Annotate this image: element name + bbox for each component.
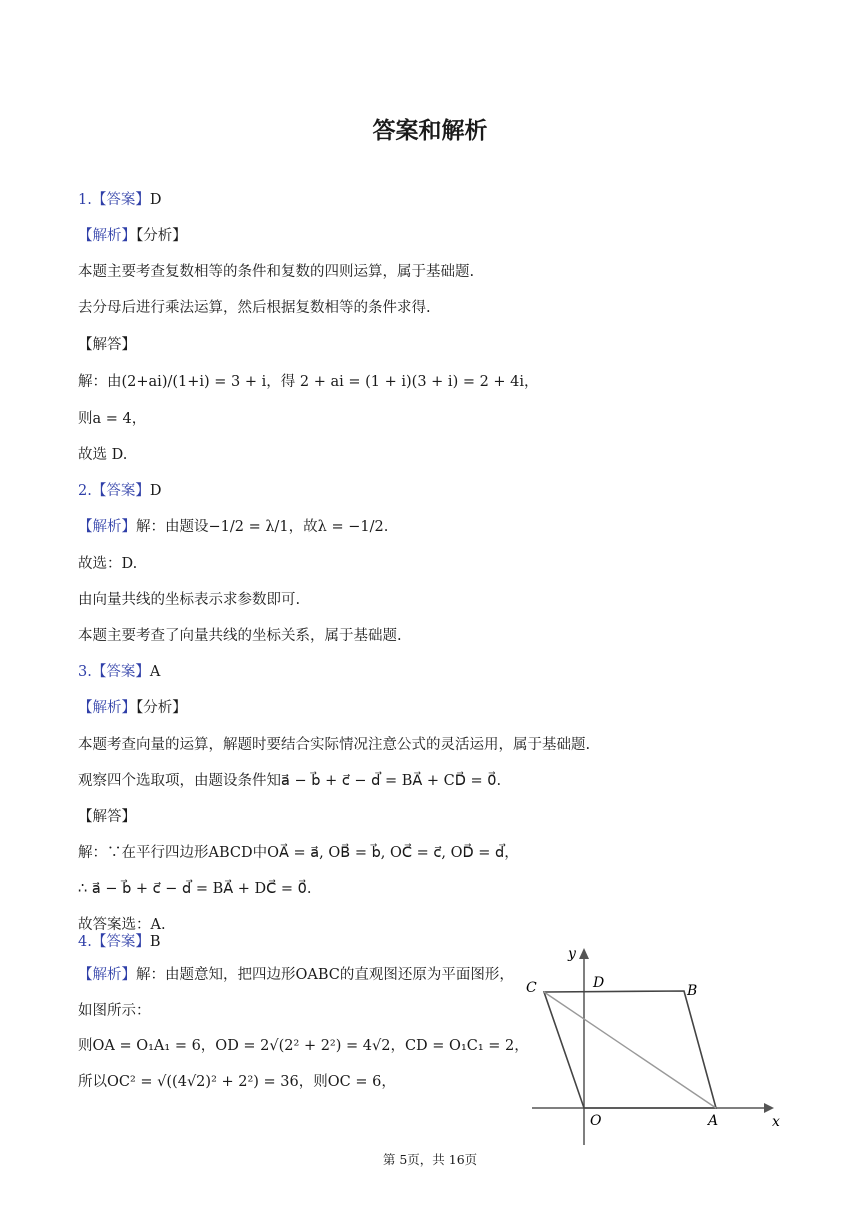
- text-line: [78, 965, 514, 985]
- text-line: [78, 517, 388, 537]
- diagonal-ca: [544, 992, 716, 1108]
- line-text: 本题主要考查复数相等的条件和复数的四则运算，属于基础题.: [78, 264, 475, 280]
- line-text: 解：∵在平行四边形ABCD中OA⃗ = a⃗, OB⃗ = b⃗, OC⃗ = c⃗, OD⃗ = d⃗，: [78, 845, 519, 861]
- text-line: [78, 807, 136, 827]
- label-b: B: [687, 983, 698, 999]
- line-text: 解：由题意知，把四边形OABC的直观图还原为平面图形，: [136, 967, 514, 983]
- text-line: [78, 445, 127, 465]
- line-text: 观察四个选取项，由题设条件知a⃗ − b⃗ + c⃗ − d⃗ = BA⃗ + CD⃗ = 0⃗.: [78, 773, 502, 789]
- question-number: 2.: [78, 483, 92, 499]
- text-line: [78, 1036, 529, 1056]
- line-text: 解：由题设−1/2 = λ/1，故λ = −1/2.: [136, 519, 389, 535]
- line-text: 所以OC² = √((4√2)² + 2²) = 36，则OC = 6，: [78, 1074, 396, 1090]
- line-text: A: [149, 664, 161, 680]
- text-line: [78, 409, 146, 429]
- question-number: 3.: [78, 664, 92, 680]
- label-a: A: [708, 1113, 719, 1129]
- label-c: C: [526, 980, 537, 996]
- text-line: [78, 698, 187, 718]
- section-tag: 【解析】: [78, 519, 136, 535]
- line-text: 则a = 4，: [78, 411, 147, 427]
- text-line: [78, 262, 474, 282]
- text-line: [78, 626, 402, 646]
- y-axis-arrow: [579, 948, 589, 959]
- text-line: [78, 590, 300, 610]
- text-line: [78, 226, 187, 246]
- line-text: 【分析】: [136, 700, 187, 716]
- text-line: [78, 190, 161, 210]
- page-footer: 第 5页，共 16页: [382, 1152, 478, 1167]
- line-text: 【解答】: [78, 337, 136, 353]
- line-text: 故选：D.: [78, 556, 138, 572]
- question-number: 4.: [78, 934, 92, 950]
- text-line: [78, 298, 431, 318]
- line-text: 本题主要考查了向量共线的坐标关系，属于基础题.: [78, 628, 402, 644]
- section-tag: 【解析】: [78, 700, 136, 716]
- text-line: [78, 554, 137, 574]
- line-text: 去分母后进行乘法运算，然后根据复数相等的条件求得.: [78, 300, 431, 316]
- line-text: B: [149, 934, 161, 950]
- line-text: 解：由(2+ai)/(1+i) = 3 + i，得 2 + ai = (1 + i)(3 + i) = 2 + 4i，: [78, 374, 539, 390]
- label-o: O: [590, 1113, 602, 1129]
- page-title: 答案和解析: [372, 118, 488, 144]
- line-text: 如图所示：: [78, 1003, 151, 1019]
- line-text: 【解答】: [78, 809, 136, 825]
- label-y: y: [568, 946, 576, 962]
- section-tag: 【答案】: [91, 192, 150, 208]
- label-x: x: [772, 1114, 780, 1130]
- text-line: [78, 771, 501, 791]
- text-line: [78, 879, 311, 899]
- text-line: [78, 1072, 396, 1092]
- label-d: D: [593, 975, 605, 991]
- line-text: D: [149, 483, 162, 499]
- line-text: ∴ a⃗ − b⃗ + c⃗ − d⃗ = BA⃗ + DC⃗ = 0⃗.: [78, 881, 312, 897]
- line-text: 【分析】: [136, 228, 187, 244]
- section-tag: 【解析】: [78, 228, 136, 244]
- section-tag: 【答案】: [91, 664, 150, 680]
- line-text: 则OA = O₁A₁ = 6，OD = 2√(2² + 2²) = 4√2，CD = O₁C₁ = 2，: [78, 1038, 529, 1054]
- question-number: 1.: [78, 192, 92, 208]
- section-tag: 【答案】: [91, 483, 150, 499]
- line-text: 故答案选：A.: [78, 917, 166, 933]
- line-text: 故选 D.: [78, 447, 128, 463]
- parallelogram-figure: [522, 940, 792, 1150]
- text-line: [78, 735, 590, 755]
- text-line: [78, 372, 539, 392]
- text-line: [78, 335, 136, 355]
- x-axis-arrow: [764, 1103, 774, 1113]
- line-text: D: [149, 192, 162, 208]
- text-line: [78, 662, 160, 682]
- section-tag: 【答案】: [91, 934, 150, 950]
- line-text: 本题考查向量的运算，解题时要结合实际情况注意公式的灵活运用，属于基础题.: [78, 737, 591, 753]
- text-line: [78, 843, 519, 863]
- text-line: [78, 481, 161, 501]
- text-line: [78, 932, 161, 952]
- line-text: 由向量共线的坐标表示求参数即可.: [78, 592, 301, 608]
- text-line: [78, 1001, 151, 1021]
- section-tag: 【解析】: [78, 967, 136, 983]
